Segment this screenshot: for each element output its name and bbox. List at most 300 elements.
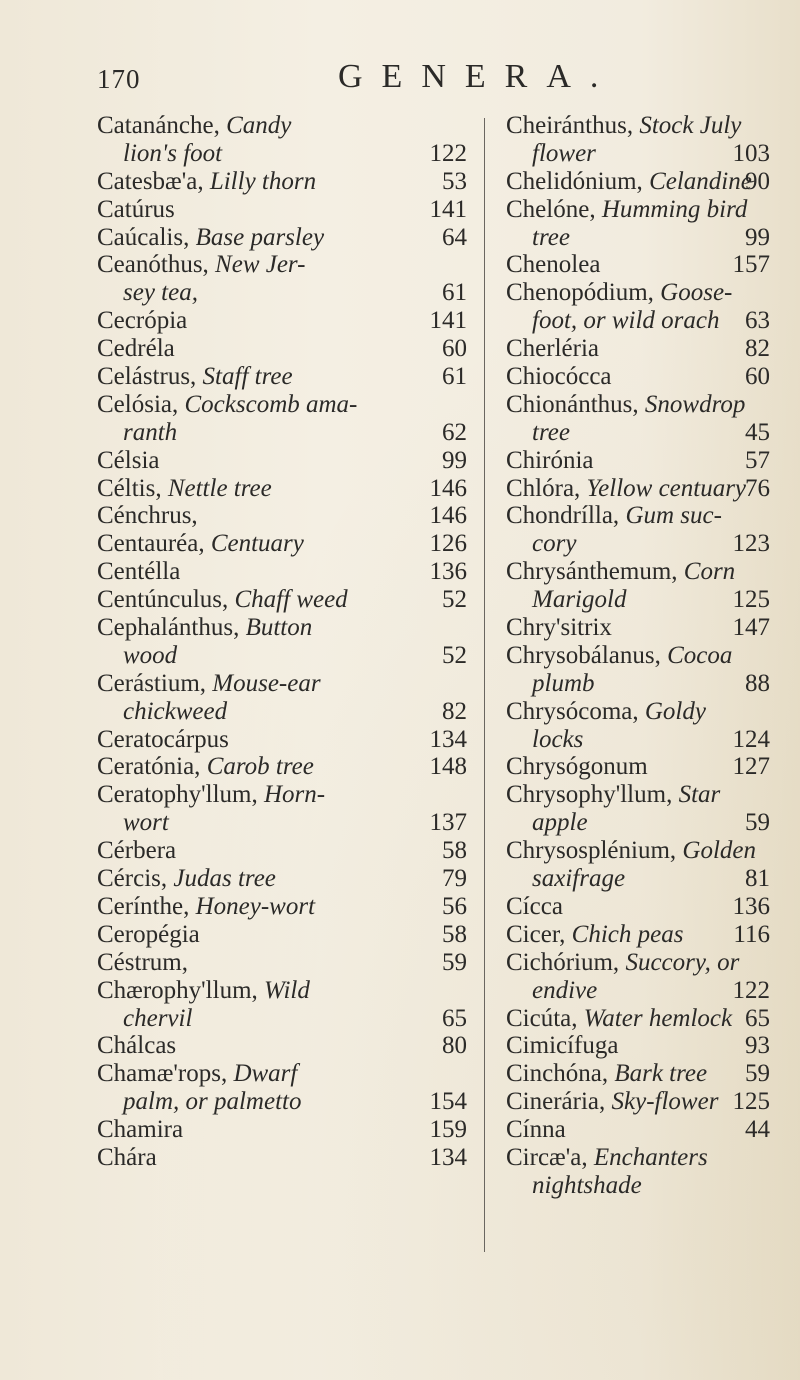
page-ref: 146 <box>429 502 467 530</box>
entry-line <box>506 112 770 140</box>
index-entry <box>97 586 467 614</box>
page-ref: 62 <box>442 418 467 446</box>
index-entry <box>506 251 770 279</box>
index-entry <box>97 726 467 754</box>
index-entry <box>506 502 770 558</box>
entry-line <box>97 1144 467 1172</box>
latin-name: Cicúta, <box>506 1004 578 1032</box>
entry-line-continued <box>97 1088 467 1116</box>
latin-name: Chrysophy'llum, <box>506 781 673 809</box>
entry-line <box>97 977 467 1005</box>
page-ref: 60 <box>745 363 770 391</box>
page-ref: 44 <box>745 1116 770 1144</box>
latin-name: Catanánche, <box>97 112 220 139</box>
entry-line <box>97 1116 467 1144</box>
latin-name: Chiocócca <box>506 363 612 391</box>
latin-name: Chamira <box>97 1116 184 1144</box>
page-ref: 90 <box>745 167 770 195</box>
latin-name: Céstrum, <box>97 948 188 976</box>
entry-line-continued <box>97 140 467 168</box>
latin-name: Cinerária, <box>506 1088 606 1116</box>
entry-line <box>97 558 467 586</box>
page-ref: 88 <box>745 669 770 697</box>
page-ref: 141 <box>429 195 467 223</box>
common-name-continued: flower <box>532 139 596 167</box>
latin-name: Chálcas <box>97 1032 177 1060</box>
index-entry <box>506 363 770 391</box>
common-name: Honey-wort <box>195 892 316 920</box>
latin-name: Ceratónia, <box>97 753 201 781</box>
left-column <box>97 112 467 1172</box>
entry-line <box>506 558 770 586</box>
common-name-continued: sey tea, <box>123 279 198 307</box>
entry-line <box>97 670 467 698</box>
common-name-continued: nightshade <box>532 1171 642 1199</box>
common-name: Lilly thorn <box>209 167 317 195</box>
entry-line <box>97 335 467 363</box>
index-entry <box>97 251 467 307</box>
entry-line-continued <box>506 977 770 1005</box>
latin-name: Chrysobálanus, <box>506 641 661 669</box>
common-name: Yellow centuary <box>586 474 747 502</box>
page-ref: 58 <box>442 837 467 865</box>
entry-line-continued <box>506 530 770 558</box>
latin-name: Chamæ'rops, <box>97 1060 228 1088</box>
entry-line <box>506 502 770 530</box>
latin-name: Ceratophy'llum, <box>97 781 258 809</box>
index-entry <box>97 335 467 363</box>
page-ref: 79 <box>442 865 467 893</box>
page-ref: 122 <box>732 976 770 1004</box>
latin-name: Cephalánthus, <box>97 614 240 642</box>
entry-line <box>97 447 467 475</box>
entry-line-continued <box>506 419 770 447</box>
index-entry <box>97 977 467 1033</box>
entry-line-continued <box>506 224 770 252</box>
latin-name: Ceanóthus, <box>97 251 209 279</box>
index-entry <box>97 196 467 224</box>
entry-line-continued <box>506 670 770 698</box>
page-ref: 93 <box>745 1032 770 1060</box>
entry-line-continued <box>97 809 467 837</box>
entry-line <box>506 447 770 475</box>
index-entry <box>97 447 467 475</box>
page-ref: 154 <box>429 1088 467 1116</box>
common-name-continued: ranth <box>123 418 178 446</box>
latin-name: Cherléria <box>506 335 600 363</box>
common-name-continued: wood <box>123 641 178 669</box>
page-ref: 125 <box>732 1088 770 1116</box>
common-name: New Jer- <box>215 251 306 279</box>
index-entry <box>506 1060 770 1088</box>
page-ref: 56 <box>442 892 467 920</box>
latin-name: Centélla <box>97 558 181 586</box>
entry-line <box>97 921 467 949</box>
latin-name: Cichórium, <box>506 948 620 976</box>
entry-line-continued <box>506 1172 770 1200</box>
entry-line <box>506 168 770 196</box>
index-entry <box>97 670 467 726</box>
index-entry <box>97 391 467 447</box>
common-name: Cocoa <box>667 641 733 669</box>
entry-line <box>97 586 467 614</box>
page-ref: 125 <box>732 586 770 614</box>
entry-line <box>97 949 467 977</box>
page-ref: 122 <box>429 139 467 167</box>
index-entry <box>97 614 467 670</box>
entry-line <box>97 865 467 893</box>
latin-name: Chlóra, <box>506 474 581 502</box>
page-number: 170 <box>97 64 141 94</box>
entry-line-continued <box>97 279 467 307</box>
page-ref: 45 <box>745 418 770 446</box>
common-name: Corn <box>683 558 736 586</box>
latin-name: Centauréa, <box>97 530 205 558</box>
page-ref: 136 <box>732 892 770 920</box>
page-ref: 60 <box>442 335 467 363</box>
common-name: Centuary <box>210 530 304 558</box>
common-name-continued: foot, or wild orach <box>532 307 720 335</box>
index-entry <box>506 837 770 893</box>
common-name: Horn- <box>263 781 326 809</box>
entry-line <box>506 475 770 503</box>
index-entry <box>506 447 770 475</box>
common-name-continued: plumb <box>532 669 595 697</box>
entry-line-continued <box>97 1005 467 1033</box>
entry-line <box>506 781 770 809</box>
entry-line <box>97 112 467 140</box>
entry-line <box>97 837 467 865</box>
latin-name: Cérbera <box>97 837 177 865</box>
entry-line-continued <box>97 698 467 726</box>
latin-name: Ceropégia <box>97 920 200 948</box>
entry-line <box>97 475 467 503</box>
latin-name: Catesbæ'a, <box>97 167 204 195</box>
common-name: Humming bird <box>601 195 748 223</box>
page-ref: 59 <box>442 948 467 976</box>
latin-name: Chelóne, <box>506 195 596 223</box>
entry-line <box>97 753 467 781</box>
common-name: Stock July <box>639 112 742 139</box>
common-name: Succory, or <box>625 948 740 976</box>
entry-line <box>506 251 770 279</box>
index-entry <box>506 1088 770 1116</box>
entry-line <box>97 502 467 530</box>
common-name-continued: wort <box>123 809 169 837</box>
index-entry <box>97 781 467 837</box>
common-name: Goldy <box>644 697 706 725</box>
page-ref: 63 <box>745 307 770 335</box>
latin-name: Cedréla <box>97 335 175 363</box>
common-name-continued: apple <box>532 809 588 837</box>
entry-line <box>506 1144 770 1172</box>
page-ref: 99 <box>442 446 467 474</box>
index-entry <box>97 893 467 921</box>
index-entry <box>506 753 770 781</box>
index-entry <box>506 558 770 614</box>
index-entry <box>97 1060 467 1116</box>
index-entry <box>506 1144 770 1200</box>
latin-name: Ceratocárpus <box>97 725 229 753</box>
common-name: Candy <box>226 112 292 139</box>
common-name-continued: locks <box>532 725 584 753</box>
entry-line <box>506 335 770 363</box>
page-ref: 103 <box>732 139 770 167</box>
page-ref: 52 <box>442 641 467 669</box>
entry-line-continued <box>506 809 770 837</box>
latin-name: Cheiránthus, <box>506 112 634 139</box>
page-ref: 99 <box>745 223 770 251</box>
page-ref: 82 <box>442 697 467 725</box>
latin-name: Chionánthus, <box>506 390 639 418</box>
entry-line-continued <box>506 586 770 614</box>
latin-name: Chry'sitrix <box>506 614 612 642</box>
common-name: Gum suc- <box>625 502 722 530</box>
entry-line <box>97 363 467 391</box>
latin-name: Chondrílla, <box>506 502 620 530</box>
common-name-continued: cory <box>532 530 577 558</box>
entry-line <box>506 1088 770 1116</box>
page-ref: 141 <box>429 307 467 335</box>
common-name: Chaff weed <box>234 586 348 614</box>
latin-name: Chrysócoma, <box>506 697 639 725</box>
index-entry <box>506 335 770 363</box>
entry-line <box>506 753 770 781</box>
entry-line <box>97 781 467 809</box>
page-ref: 61 <box>442 363 467 391</box>
entry-line <box>506 363 770 391</box>
latin-name: Cínna <box>506 1116 566 1144</box>
entry-line <box>506 837 770 865</box>
entry-line <box>506 642 770 670</box>
index-entry <box>506 279 770 335</box>
page-ref: 80 <box>442 1032 467 1060</box>
entry-line <box>506 1005 770 1033</box>
entry-line <box>506 1032 770 1060</box>
latin-name: Cerínthe, <box>97 892 190 920</box>
common-name: Nettle tree <box>167 474 272 502</box>
index-entry <box>97 307 467 335</box>
index-entry <box>97 363 467 391</box>
page-ref: 52 <box>442 586 467 614</box>
latin-name: Chelidónium, <box>506 167 643 195</box>
entry-line-continued <box>506 865 770 893</box>
latin-name: Chærophy'llum, <box>97 976 258 1004</box>
entry-line <box>97 307 467 335</box>
latin-name: Cércis, <box>97 865 168 893</box>
page-ref: 76 <box>745 474 770 502</box>
common-name-continued: chickweed <box>123 697 228 725</box>
latin-name: Chára <box>97 1143 157 1171</box>
index-entry <box>506 391 770 447</box>
common-name: Chich peas <box>571 920 684 948</box>
entry-line <box>506 1116 770 1144</box>
index-entry <box>506 949 770 1005</box>
common-name: Button <box>245 614 313 642</box>
index-entry <box>506 196 770 252</box>
common-name-continued: palm, or palmetto <box>123 1088 302 1116</box>
entry-line <box>97 251 467 279</box>
common-name-continued: tree <box>532 223 570 251</box>
common-name: Judas tree <box>173 865 276 893</box>
page-ref: 65 <box>745 1004 770 1032</box>
entry-line <box>97 1032 467 1060</box>
common-name: Enchanters <box>593 1143 708 1171</box>
entry-line <box>506 1060 770 1088</box>
latin-name: Celástrus, <box>97 363 197 391</box>
common-name-continued: lion's foot <box>123 139 223 167</box>
page-ref: 137 <box>429 809 467 837</box>
page-ref: 82 <box>745 335 770 363</box>
page-ref: 124 <box>732 725 770 753</box>
latin-name: Caúcalis, <box>97 223 190 251</box>
column-divider <box>484 118 485 1252</box>
entry-line <box>506 893 770 921</box>
index-entry <box>97 530 467 558</box>
latin-name: Circæ'a, <box>506 1143 588 1171</box>
index-entry <box>506 112 770 168</box>
index-entry <box>97 753 467 781</box>
common-name-continued: chervil <box>123 1004 193 1032</box>
index-entry <box>97 502 467 530</box>
latin-name: Catúrus <box>97 195 175 223</box>
page-ref: 146 <box>429 474 467 502</box>
index-entry <box>97 558 467 586</box>
entry-line <box>97 196 467 224</box>
index-entry <box>97 921 467 949</box>
entry-line-continued <box>97 419 467 447</box>
common-name: Wild <box>264 976 310 1004</box>
page-ref: 134 <box>429 1143 467 1171</box>
index-entry <box>506 781 770 837</box>
common-name: Goose- <box>660 279 733 307</box>
page-ref: 58 <box>442 920 467 948</box>
common-name-continued: saxifrage <box>532 865 626 893</box>
latin-name: Cicer, <box>506 920 566 948</box>
common-name: Bark tree <box>614 1060 708 1088</box>
entry-line <box>506 614 770 642</box>
index-entry <box>506 168 770 196</box>
common-name: Star <box>678 781 721 809</box>
index-entry <box>97 168 467 196</box>
latin-name: Celósia, <box>97 390 179 418</box>
entry-line-continued <box>506 140 770 168</box>
index-entry <box>506 642 770 698</box>
page-ref: 123 <box>732 530 770 558</box>
common-name: Sky-flower <box>611 1088 719 1116</box>
latin-name: Cénchrus, <box>97 502 198 530</box>
page-ref: 57 <box>745 446 770 474</box>
page-ref: 64 <box>442 223 467 251</box>
common-name: Base parsley <box>195 223 325 251</box>
common-name: Dwarf <box>233 1060 298 1088</box>
latin-name: Cícca <box>506 892 563 920</box>
latin-name: Chirónia <box>506 446 594 474</box>
entry-line-continued <box>97 642 467 670</box>
entry-line <box>97 893 467 921</box>
latin-name: Centúnculus, <box>97 586 229 614</box>
latin-name: Chenolea <box>506 251 601 279</box>
latin-name: Cerástium, <box>97 669 207 697</box>
entry-line <box>97 391 467 419</box>
latin-name: Céltis, <box>97 474 162 502</box>
latin-name: Cinchóna, <box>506 1060 609 1088</box>
entry-line-continued <box>506 726 770 754</box>
common-name-continued: Marigold <box>532 586 627 614</box>
latin-name: Cimicífuga <box>506 1032 619 1060</box>
index-entry <box>97 837 467 865</box>
entry-line <box>506 391 770 419</box>
entry-line <box>97 168 467 196</box>
entry-line <box>506 698 770 726</box>
index-entry <box>97 949 467 977</box>
entry-line <box>97 726 467 754</box>
right-column <box>506 112 770 1200</box>
common-name-continued: tree <box>532 418 570 446</box>
common-name: Cockscomb ama- <box>184 390 358 418</box>
index-entry <box>506 1032 770 1060</box>
index-entry <box>506 614 770 642</box>
index-entry <box>97 1116 467 1144</box>
entry-line <box>97 224 467 252</box>
page-ref: 148 <box>429 753 467 781</box>
page-ref: 127 <box>732 753 770 781</box>
entry-line <box>506 279 770 307</box>
index-entry <box>506 698 770 754</box>
common-name: Carob tree <box>206 753 314 781</box>
page-ref: 116 <box>733 920 770 948</box>
index-entry <box>506 475 770 503</box>
common-name: Mouse-ear <box>212 669 321 697</box>
common-name: Celandine <box>649 167 752 195</box>
index-entry <box>506 1116 770 1144</box>
latin-name: Célsia <box>97 446 160 474</box>
page-ref: 65 <box>442 1004 467 1032</box>
latin-name: Chrysosplénium, <box>506 837 677 865</box>
index-entry <box>97 112 467 168</box>
entry-line <box>97 530 467 558</box>
index-entry <box>97 224 467 252</box>
page-ref: 136 <box>429 558 467 586</box>
running-head-title: GENERA. <box>338 58 618 95</box>
index-entry <box>97 1144 467 1172</box>
index-entry <box>97 475 467 503</box>
latin-name: Chrysógonum <box>506 753 648 781</box>
entry-line <box>506 921 770 949</box>
common-name: Snowdrop <box>644 390 746 418</box>
page-ref: 81 <box>745 865 770 893</box>
entry-line <box>506 196 770 224</box>
page-ref: 53 <box>442 167 467 195</box>
page-ref: 147 <box>732 614 770 642</box>
entry-line <box>97 1060 467 1088</box>
page-ref: 126 <box>429 530 467 558</box>
index-entry <box>97 1032 467 1060</box>
entry-line <box>506 949 770 977</box>
common-name: Golden <box>682 837 757 865</box>
latin-name: Chrysánthemum, <box>506 558 678 586</box>
page-ref: 157 <box>732 251 770 279</box>
latin-name: Cecrópia <box>97 307 188 335</box>
common-name-continued: endive <box>532 976 598 1004</box>
entry-line-continued <box>506 307 770 335</box>
index-entry <box>97 865 467 893</box>
page-ref: 59 <box>745 809 770 837</box>
entry-line <box>97 614 467 642</box>
page-ref: 159 <box>429 1116 467 1144</box>
page-ref: 61 <box>442 279 467 307</box>
index-entry <box>506 893 770 921</box>
